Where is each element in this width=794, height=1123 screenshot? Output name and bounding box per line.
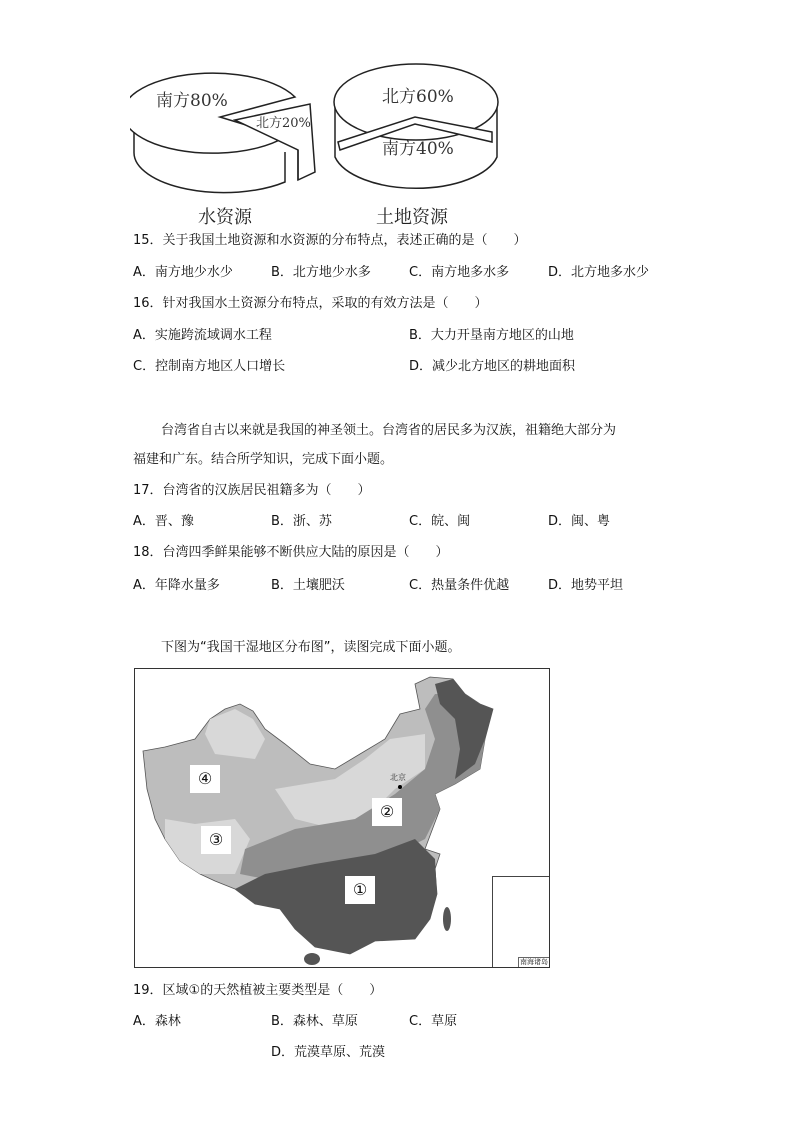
china-dry-wet-map bbox=[134, 668, 550, 968]
map-graphic bbox=[135, 669, 550, 968]
land-pie-title: 土地资源 bbox=[376, 207, 448, 228]
water-pie-title: 水资源 bbox=[198, 207, 252, 228]
question-19-stem: 19．区域①的天然植被主要类型是（ ） bbox=[133, 983, 383, 998]
question-17-stem: 17．台湾省的汉族居民祖籍多为（ ） bbox=[133, 483, 371, 498]
beijing-label: 北京 bbox=[390, 773, 406, 782]
passage-line-1: 台湾省自古以来就是我国的神圣领土。台湾省的居民多为汉族，祖籍绝大部分为 bbox=[161, 423, 617, 438]
land-north-label: 北方60% bbox=[382, 87, 454, 107]
q19-option-d[interactable]: D．荒漠草原、荒漠 bbox=[271, 1045, 386, 1060]
q18-option-b[interactable]: B．土壤肥沃 bbox=[271, 578, 345, 593]
inset-label: 南海诸岛 bbox=[520, 958, 548, 966]
q17-option-b[interactable]: B．浙、苏 bbox=[271, 514, 332, 529]
land-south-label: 南方40% bbox=[382, 139, 454, 159]
question-15-stem: 15．关于我国土地资源和水资源的分布特点，表述正确的是（ ） bbox=[133, 233, 527, 248]
q17-option-a[interactable]: A．晋、豫 bbox=[133, 514, 194, 529]
q19-option-a[interactable]: A．森林 bbox=[133, 1014, 181, 1029]
q18-option-a[interactable]: A．年降水量多 bbox=[133, 578, 220, 593]
q17-option-d[interactable]: D．闽、粤 bbox=[548, 514, 611, 529]
q16-option-b[interactable]: B．大力开垦南方地区的山地 bbox=[409, 328, 574, 343]
q17-option-c[interactable]: C．皖、闽 bbox=[409, 514, 471, 529]
region-marker-2: ② bbox=[372, 798, 402, 826]
q16-option-c[interactable]: C．控制南方地区人口增长 bbox=[133, 359, 286, 374]
beijing-dot bbox=[398, 785, 402, 789]
q19-option-b[interactable]: B．森林、草原 bbox=[271, 1014, 358, 1029]
q18-option-d[interactable]: D．地势平坦 bbox=[548, 578, 624, 593]
q16-option-a[interactable]: A．实施跨流域调水工程 bbox=[133, 328, 272, 343]
q15-option-b[interactable]: B．北方地少水多 bbox=[271, 265, 371, 280]
region-marker-4: ④ bbox=[190, 765, 220, 793]
water-north-label: 北方20% bbox=[256, 116, 311, 131]
map-intro: 下图为“我国干湿地区分布图”，读图完成下面小题。 bbox=[161, 640, 461, 655]
q15-option-a[interactable]: A．南方地少水少 bbox=[133, 265, 233, 280]
south-sea-inset bbox=[492, 876, 550, 968]
q16-option-d[interactable]: D．减少北方地区的耕地面积 bbox=[409, 359, 576, 374]
question-18-stem: 18．台湾四季鲜果能够不断供应大陆的原因是（ ） bbox=[133, 545, 449, 560]
water-south-label: 南方80% bbox=[156, 91, 228, 111]
question-16-stem: 16．针对我国水土资源分布特点，采取的有效方法是（ ） bbox=[133, 296, 488, 311]
region-marker-1: ① bbox=[345, 876, 375, 904]
q15-option-c[interactable]: C．南方地多水多 bbox=[409, 265, 510, 280]
q18-option-c[interactable]: C．热量条件优越 bbox=[409, 578, 510, 593]
q19-option-c[interactable]: C．草原 bbox=[409, 1014, 458, 1029]
region-marker-3: ③ bbox=[201, 826, 231, 854]
q15-option-d[interactable]: D．北方地多水少 bbox=[548, 265, 650, 280]
passage-line-2: 福建和广东。结合所学知识，完成下面小题。 bbox=[133, 452, 394, 467]
